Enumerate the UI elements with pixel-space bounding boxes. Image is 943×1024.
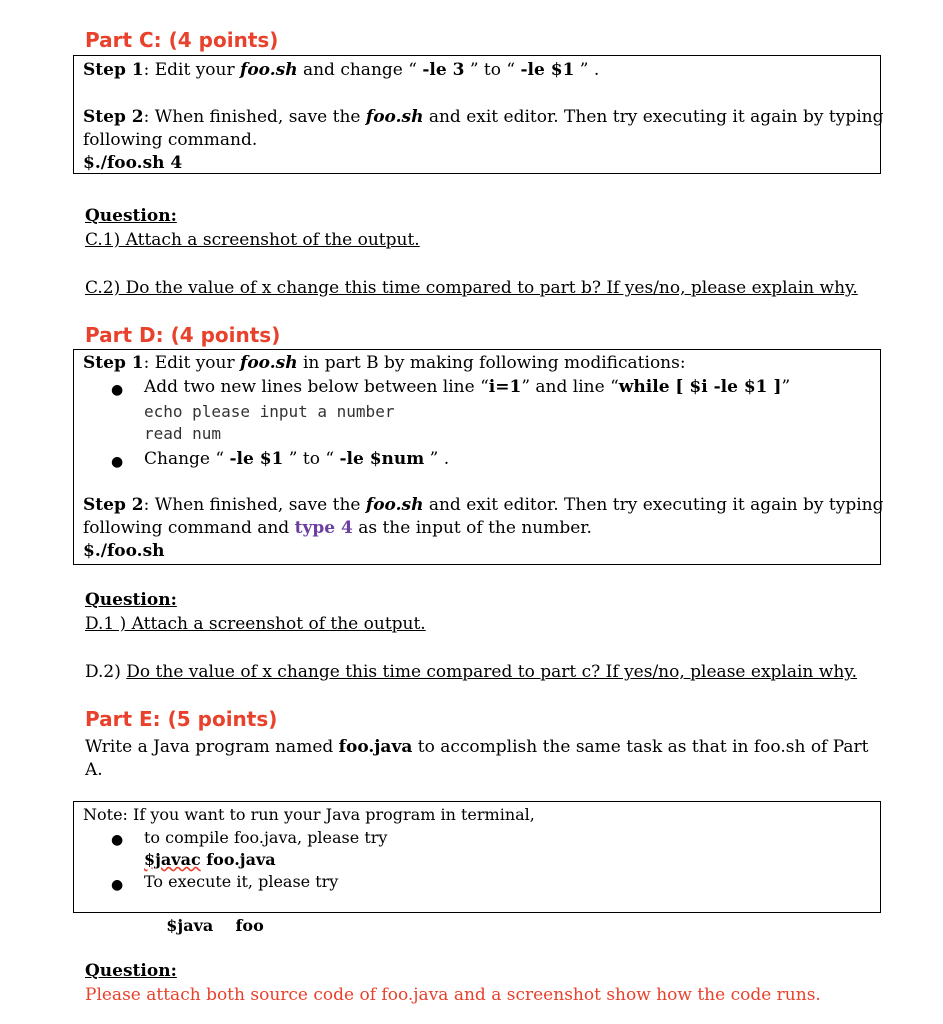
part-d-command: $./foo.sh [83, 541, 165, 561]
bullet-icon: ● [111, 832, 124, 848]
compile-command: $javac foo.java [144, 850, 276, 869]
part-e-question-text: Please attach both source code of foo.java and a screenshot show how the code runs. [85, 985, 821, 1005]
part-c-steps-box [73, 55, 884, 174]
bullet-icon: ● [111, 382, 124, 398]
part-d-step1: Step 1: Edit your foo.sh in part B by making following modifications: [83, 353, 686, 373]
part-d-bullet-1: Add two new lines below between line “i=1” and line “while [ $i -le $1 ]” [144, 377, 791, 397]
part-e-description: Write a Java program named foo.java to accomplish the same task as that in foo.sh of Part [85, 737, 869, 757]
part-e-description-line2: A. [85, 760, 103, 780]
part-e-question-label: Question: [85, 961, 177, 981]
part-c-step1: Step 1: Edit your foo.sh and change “ -le 3 ” to “ -le $1 ” . [83, 60, 600, 80]
bullet-icon: ● [111, 877, 124, 893]
part-d-heading: Part D: (4 points) [85, 323, 281, 347]
part-e-note-box [73, 801, 881, 935]
part-c-step2-line2: following command. [83, 130, 258, 150]
code-line-echo: echo please input a number [144, 402, 395, 421]
note-bullet-execute: To execute it, please try [144, 872, 339, 891]
part-c-heading: Part C: (4 points) [85, 28, 279, 52]
part-d-step2-line2: following command and type 4 as the input of the number. [83, 518, 592, 538]
part-c-question-1: C.1) Attach a screenshot of the output. [85, 230, 420, 250]
bullet-icon: ● [111, 454, 124, 470]
execute-command: $java foo [166, 916, 264, 935]
note-bullet-compile: to compile foo.java, please try [144, 828, 388, 847]
part-c-command: $./foo.sh 4 [83, 153, 183, 173]
part-e-heading: Part E: (5 points) [85, 707, 278, 731]
part-d-question-label: Question: [85, 590, 177, 610]
part-d-steps-box [73, 349, 884, 565]
part-d-question-2: D.2) Do the value of x change this time compared to part c? If yes/no, please explain why. [85, 662, 858, 682]
part-c-step2: Step 2: When finished, save the foo.sh and exit editor. Then try executing it again by typing [83, 107, 884, 127]
part-d-step2: Step 2: When finished, save the foo.sh and exit editor. Then try executing it again by typing [83, 495, 884, 515]
code-line-read: read num [144, 424, 222, 443]
part-d-bullet-2: Change “ -le $1 ” to “ -le $num ” . [144, 449, 450, 469]
part-c-question-label: Question: [85, 206, 177, 226]
part-c-question-2: C.2) Do the value of x change this time compared to part b? If yes/no, please explain why. [85, 278, 858, 298]
part-d-question-1: D.1 ) Attach a screenshot of the output. [85, 614, 426, 634]
note-heading: Note: If you want to run your Java program in terminal, [83, 805, 535, 824]
